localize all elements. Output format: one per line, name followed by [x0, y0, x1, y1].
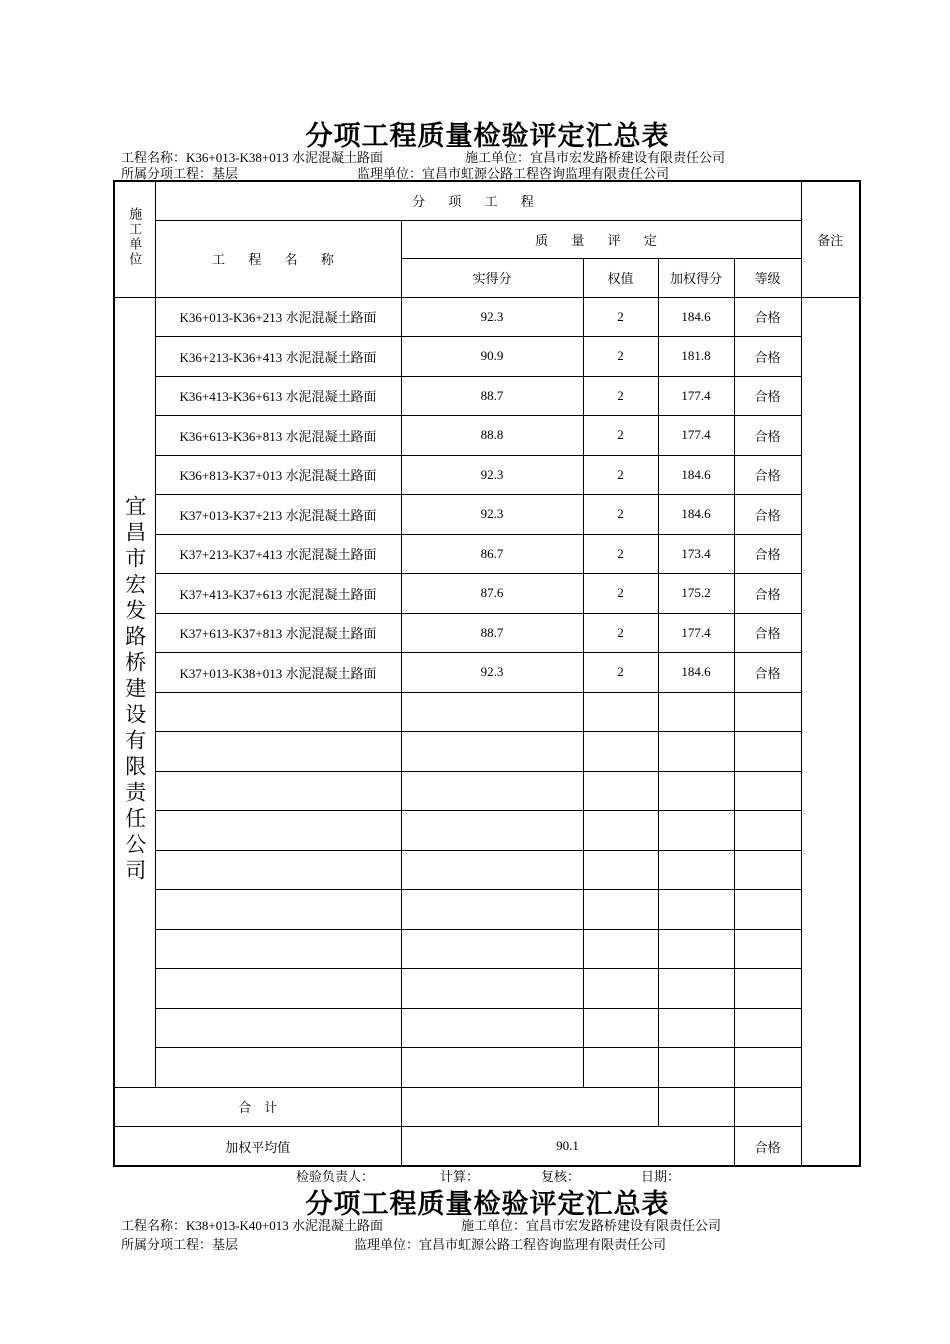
row-grade: [734, 969, 801, 1009]
row-weight: [583, 811, 658, 851]
row-score: [401, 692, 583, 732]
row-weight: [583, 850, 658, 890]
row-name: K37+213-K37+413 水泥混凝土路面: [155, 534, 401, 574]
row-score: [401, 929, 583, 969]
row-grade: [734, 1048, 801, 1088]
table-row: [114, 850, 860, 890]
row-name: [155, 1048, 401, 1088]
row-name: K37+013-K37+213 水泥混凝土路面: [155, 495, 401, 535]
table-row: [114, 929, 860, 969]
table-row: [114, 337, 860, 377]
row-grade: [734, 692, 801, 732]
row-name: K36+413-K36+613 水泥混凝土路面: [155, 376, 401, 416]
row-weighted: 181.8: [658, 337, 734, 377]
row-score: 88.7: [401, 613, 583, 653]
row-weight: 2: [583, 416, 658, 456]
row-grade: 合格: [734, 574, 801, 614]
row-weight: [583, 969, 658, 1009]
row-name: [155, 732, 401, 772]
row-weight: [583, 771, 658, 811]
row-name: K36+213-K36+413 水泥混凝土路面: [155, 337, 401, 377]
row-score: 87.6: [401, 574, 583, 614]
col-weighted: 加权得分: [658, 258, 734, 297]
header-remark: 备注: [801, 181, 860, 297]
table-row: [114, 653, 860, 693]
row-grade: 合格: [734, 337, 801, 377]
page2-project-name: 工程名称：K38+013-K40+013 水泥混凝土路面: [121, 1218, 384, 1233]
row-grade: [734, 732, 801, 772]
table-row: [114, 969, 860, 1009]
summary-table: [113, 180, 861, 1167]
avg-label: 加权平均值: [114, 1127, 401, 1167]
row-name: [155, 890, 401, 930]
row-weighted: 177.4: [658, 613, 734, 653]
reviewer-label: 复核：: [541, 1169, 581, 1184]
row-score: [401, 850, 583, 890]
row-name: K36+013-K36+213 水泥混凝土路面: [155, 297, 401, 337]
company-cell: 宜昌市宏发路桥建设有限责任公司: [114, 297, 155, 1087]
row-weight: 2: [583, 337, 658, 377]
row-weighted: [658, 890, 734, 930]
total-label: 合 计: [114, 1087, 401, 1127]
row-name: [155, 771, 401, 811]
avg-grade: 合格: [734, 1127, 801, 1167]
row-weighted: 184.6: [658, 455, 734, 495]
row-grade: 合格: [734, 455, 801, 495]
row-score: [401, 890, 583, 930]
row-score: [401, 969, 583, 1009]
total-grade: [734, 1087, 801, 1127]
row-weighted: 184.6: [658, 495, 734, 535]
row-grade: [734, 890, 801, 930]
row-weight: [583, 1048, 658, 1088]
row-name: [155, 692, 401, 732]
table-row: [114, 376, 860, 416]
row-weighted: [658, 929, 734, 969]
row-weight: 2: [583, 653, 658, 693]
table-row: [114, 890, 860, 930]
row-name: K36+613-K36+813 水泥混凝土路面: [155, 416, 401, 456]
row-score: 90.9: [401, 337, 583, 377]
header-sub-project: 分 项 工 程: [155, 181, 801, 220]
row-weighted: [658, 811, 734, 851]
row-weight: 2: [583, 455, 658, 495]
row-weight: [583, 890, 658, 930]
table-row: [114, 534, 860, 574]
col-score: 实得分: [401, 258, 583, 297]
row-weight: 2: [583, 495, 658, 535]
row-score: [401, 732, 583, 772]
avg-value: 90.1: [401, 1127, 734, 1167]
row-weighted: 184.6: [658, 297, 734, 337]
col-grade: 等级: [734, 258, 801, 297]
total-score: [401, 1087, 658, 1127]
table-row: [114, 732, 860, 772]
row-weighted: [658, 969, 734, 1009]
row-weighted: [658, 850, 734, 890]
row-weight: [583, 692, 658, 732]
row-score: 92.3: [401, 653, 583, 693]
row-weighted: 184.6: [658, 653, 734, 693]
row-name: K37+013-K38+013 水泥混凝土路面: [155, 653, 401, 693]
row-score: [401, 1008, 583, 1048]
col-weight: 权值: [583, 258, 658, 297]
row-weight: 2: [583, 297, 658, 337]
row-grade: [734, 929, 801, 969]
row-score: [401, 811, 583, 851]
table-row: [114, 495, 860, 535]
row-grade: [734, 1008, 801, 1048]
page2-title: 分项工程质量检验评定汇总表: [305, 1189, 670, 1219]
header-unit: 施工单位: [114, 181, 155, 297]
table-row: [114, 771, 860, 811]
row-score: 92.3: [401, 495, 583, 535]
table-row: [114, 416, 860, 456]
row-name: K37+613-K37+813 水泥混凝土路面: [155, 613, 401, 653]
row-grade: 合格: [734, 416, 801, 456]
row-weight: [583, 1008, 658, 1048]
row-score: [401, 1048, 583, 1088]
row-name: K37+413-K37+613 水泥混凝土路面: [155, 574, 401, 614]
row-grade: 合格: [734, 376, 801, 416]
row-weighted: [658, 1008, 734, 1048]
inspector-label: 检验负责人：: [296, 1169, 375, 1184]
row-grade: [734, 811, 801, 851]
row-score: 86.7: [401, 534, 583, 574]
table-row: [114, 1008, 860, 1048]
page2-supervisor: 监理单位：宜昌市虹源公路工程咨询监理有限责任公司: [354, 1237, 667, 1252]
page2-sub-project: 所属分项工程：基层: [121, 1237, 239, 1252]
row-name: [155, 811, 401, 851]
row-name: [155, 929, 401, 969]
row-weight: [583, 929, 658, 969]
row-name: [155, 969, 401, 1009]
row-score: 92.3: [401, 455, 583, 495]
table-row: [114, 811, 860, 851]
row-name: [155, 1008, 401, 1048]
table-row: [114, 692, 860, 732]
row-name: [155, 850, 401, 890]
row-weight: 2: [583, 534, 658, 574]
page-title: 分项工程质量检验评定汇总表: [305, 121, 670, 151]
row-grade: [734, 771, 801, 811]
row-score: 92.3: [401, 297, 583, 337]
row-score: 88.7: [401, 376, 583, 416]
row-name: K36+813-K37+013 水泥混凝土路面: [155, 455, 401, 495]
table-row: [114, 297, 860, 337]
row-grade: 合格: [734, 613, 801, 653]
row-weight: 2: [583, 574, 658, 614]
row-grade: 合格: [734, 495, 801, 535]
row-weighted: 175.2: [658, 574, 734, 614]
row-weighted: [658, 771, 734, 811]
row-grade: [734, 850, 801, 890]
row-score: 88.8: [401, 416, 583, 456]
sub-project: 所属分项工程：基层: [121, 166, 239, 181]
supervisor: 监理单位：宜昌市虹源公路工程咨询监理有限责任公司: [357, 166, 670, 181]
row-weighted: 177.4: [658, 376, 734, 416]
header-name: 工 程 名 称: [155, 220, 401, 297]
row-weighted: [658, 732, 734, 772]
row-weight: 2: [583, 376, 658, 416]
row-weighted: 173.4: [658, 534, 734, 574]
row-weight: 2: [583, 613, 658, 653]
date-label: 日期：: [641, 1169, 681, 1184]
table-row: [114, 1048, 860, 1088]
row-weighted: 177.4: [658, 416, 734, 456]
row-weight: [583, 732, 658, 772]
page2-contractor: 施工单位：宜昌市宏发路桥建设有限责任公司: [461, 1218, 722, 1233]
contractor: 施工单位：宜昌市宏发路桥建设有限责任公司: [465, 150, 726, 165]
header-quality: 质 量 评 定: [401, 220, 801, 258]
remark-cell: [801, 297, 860, 1166]
row-weighted: [658, 1048, 734, 1088]
row-weighted: [658, 692, 734, 732]
row-grade: 合格: [734, 297, 801, 337]
total-weighted: [658, 1087, 734, 1127]
project-name: 工程名称：K36+013-K38+013 水泥混凝土路面: [121, 150, 384, 165]
row-score: [401, 771, 583, 811]
row-grade: 合格: [734, 534, 801, 574]
table-row: [114, 613, 860, 653]
row-grade: 合格: [734, 653, 801, 693]
table-row: [114, 455, 860, 495]
calculator-label: 计算：: [440, 1169, 480, 1184]
table-row: [114, 574, 860, 614]
